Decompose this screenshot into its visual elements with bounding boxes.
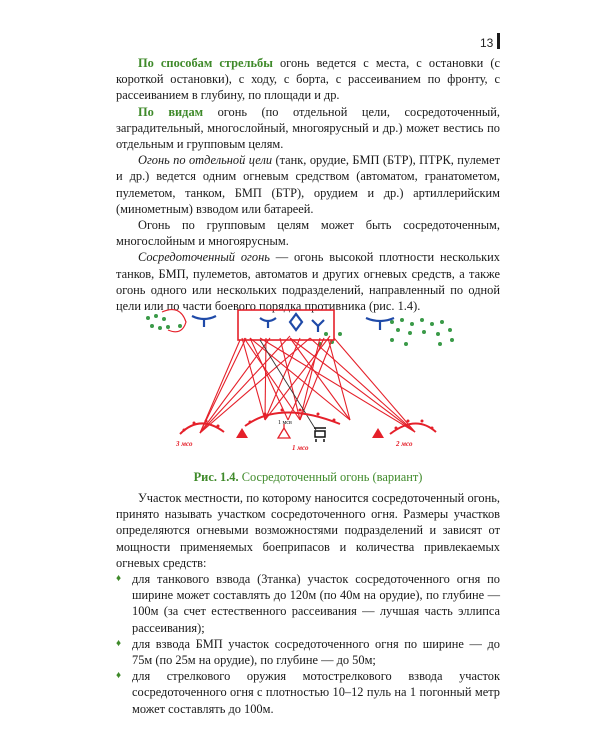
paragraph-firing-methods: [116, 55, 500, 104]
caption-number: Рис. 1.4.: [193, 470, 239, 484]
list-item: [116, 668, 500, 717]
paragraph-concentrated-fire: [116, 249, 500, 314]
fire-lines: [200, 336, 415, 433]
list-item-text: для стрелкового оружия мотострелкового взвода участок сосредоточенного огня с плотностью 10–12 пуль на 1 погонный метр может составлять до 100м.: [132, 669, 500, 716]
paragraph-fire-types: [116, 104, 500, 153]
label-2-mso: 2 мсо: [396, 440, 413, 448]
diamond-bullet-icon: ♦: [116, 573, 122, 585]
term-fire-types: По видам: [138, 104, 204, 119]
command-post: [278, 424, 290, 438]
label-3-mso: 3 мсо: [176, 440, 193, 448]
enemy-positions: [192, 314, 394, 332]
text-block-bottom: [116, 490, 500, 717]
paragraph-text: — огонь высокой плотности нескольких танков, БМП, пулеметов, автоматов и других огневых средств, а также огонь одного или нескольких подразделений, направленный по одной цели или по части боевого порядка противника (рис. 1.4).: [116, 250, 500, 314]
paragraph-text: огонь ведется с места, с остановки (с короткой остановки), с ходу, с борта, с рассеиванием по фронту, с рассеиванием в глубину, по площади и др.: [116, 56, 501, 103]
diamond-bullet-icon: ♦: [116, 637, 122, 649]
text-block-top: [116, 55, 500, 314]
paragraph-text: (танк, орудие, БМП (БТР), ПТРК, пулемет и др.) ведется одним огневым средством (автоматом, гранатометом, пулеметом, танком, БМП (БТР), орудием и др.) артиллерийским (минометным) взводом или батареей.: [116, 153, 501, 216]
list-item-text: для танкового взвода (3танка) участок сосредоточенного огня по ширине может составлять до 120м (по 40м на орудие), по глубине — 100м (за счет естественного рассеивания — лучшая часть эллипса рассеивания);: [132, 572, 500, 635]
paragraph-text: огонь (по отдельной цели, сосредоточенный, заградительный, многослойный, многоярусный и др.) может вестись по отдельным и групповым целям.: [116, 104, 500, 152]
caption-title: Сосредоточенный огонь (вариант): [238, 470, 423, 484]
term-concentrated-fire: Сосредоточенный огонь: [138, 250, 270, 265]
trees-left: [146, 314, 182, 330]
paragraph-fire-area: Участок местности, по которому наносится сосредоточенный огонь, принято называть участком сосредоточенного огня. Размеры участков определяются огневыми возможностями подразделений и зависят от мощности применяемых боеприпасов и количества привлекаемых огневых средств:: [116, 491, 500, 570]
list-item-text: для взвода БМП участок сосредоточенного огня по ширине — до 75м (по 25м на орудие), по глубине — до 50м;: [132, 636, 500, 668]
figure-concentrated-fire: [140, 308, 460, 458]
label-1-mso: 1 мсо: [292, 444, 309, 452]
bullet-list: [116, 571, 500, 717]
page-number: 13: [480, 36, 494, 50]
tree-outline-left: [162, 310, 186, 332]
label-1-msv: 1 мсв: [278, 420, 292, 426]
paragraph-single-target: [116, 152, 500, 217]
term-single-target: Огонь по отдельной цели: [138, 153, 273, 168]
diamond-bullet-icon: ♦: [116, 670, 122, 682]
friendly-markers: [183, 409, 434, 439]
list-item: [116, 571, 500, 636]
term-firing-methods: По способам стрельбы: [138, 56, 273, 70]
paragraph-group-targets: Огонь по групповым целям может быть сосредоточенным, многослойным и многоярусным.: [116, 218, 500, 249]
trees-right: [318, 318, 454, 346]
list-item: [116, 636, 500, 668]
page-number-bar: [497, 33, 500, 49]
figure-caption: [116, 470, 500, 485]
